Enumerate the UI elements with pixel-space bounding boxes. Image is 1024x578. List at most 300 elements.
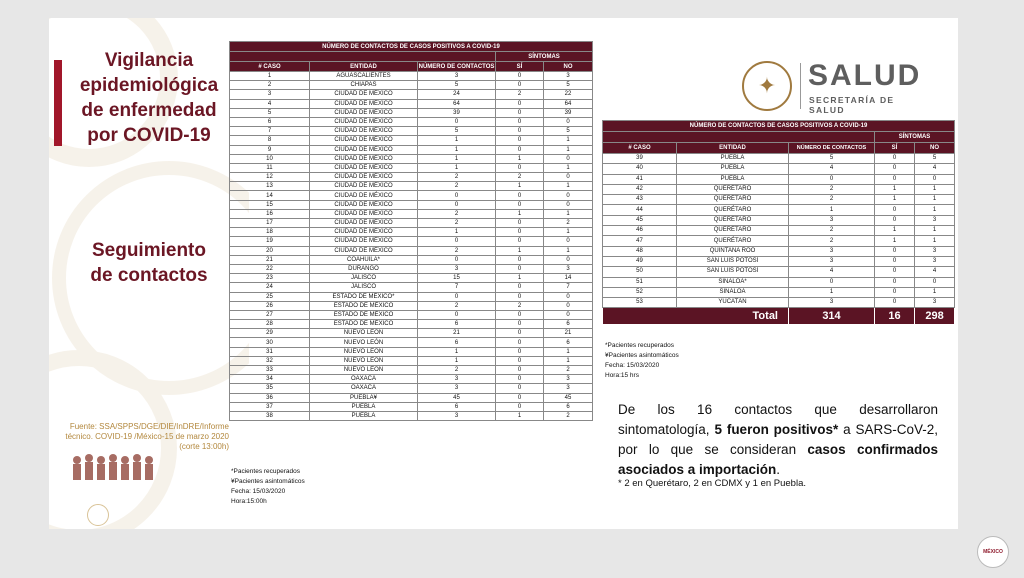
cell-caso: 52: [603, 287, 677, 297]
cell-no: 3: [544, 384, 593, 393]
cell-no: 45: [544, 393, 593, 402]
cell-contactos: 0: [789, 174, 875, 184]
cell-no: 14: [544, 274, 593, 283]
summary-text: [618, 400, 938, 480]
cell-si: 0: [875, 205, 915, 215]
cell-entidad: YUCATÁN: [677, 298, 789, 308]
badge-text: MÉXICO: [983, 549, 1003, 555]
cell-no: 6: [544, 402, 593, 411]
cell-entidad: NUEVO LEÓN: [310, 329, 418, 338]
table-row: [230, 301, 593, 310]
cell-entidad: ESTADO DE MÉXICO*: [310, 292, 418, 301]
cell-no: 0: [915, 174, 955, 184]
cell-si: 1: [496, 246, 544, 255]
cell-no: 1: [544, 136, 593, 145]
cell-no: 1: [544, 145, 593, 154]
cell-no: 5: [915, 154, 955, 164]
cell-entidad: CIUDAD DE MÉXICO: [310, 136, 418, 145]
cell-caso: 47: [603, 236, 677, 246]
cell-no: 0: [544, 237, 593, 246]
cell-si: 0: [496, 127, 544, 136]
cell-caso: 50: [603, 267, 677, 277]
cell-contactos: 15: [418, 274, 496, 283]
cell-caso: 13: [230, 182, 310, 191]
table1-notes: [231, 467, 305, 507]
cell-contactos: 5: [789, 154, 875, 164]
cell-contactos: 3: [418, 411, 496, 420]
cell-si: 2: [496, 90, 544, 99]
table-row: [230, 219, 593, 228]
cell-caso: 1: [230, 72, 310, 81]
table-row: [230, 182, 593, 191]
cell-contactos: 5: [418, 127, 496, 136]
cell-entidad: CHIAPAS: [310, 81, 418, 90]
cell-caso: 15: [230, 200, 310, 209]
cell-no: 1: [544, 182, 593, 191]
cell-no: 0: [544, 191, 593, 200]
total-no: 298: [915, 308, 955, 325]
cell-entidad: QUINTANA ROO: [677, 246, 789, 256]
cell-entidad: CIUDAD DE MÉXICO: [310, 182, 418, 191]
cell-si: 0: [875, 246, 915, 256]
cell-caso: 28: [230, 320, 310, 329]
cell-no: 3: [915, 298, 955, 308]
table-row: [230, 173, 593, 182]
subtitle-line: de contactos: [90, 265, 208, 286]
cell-caso: 2: [230, 81, 310, 90]
cell-contactos: 3: [418, 72, 496, 81]
cell-caso: 26: [230, 301, 310, 310]
cell-no: 0: [544, 200, 593, 209]
cell-entidad: NUEVO LEÓN: [310, 356, 418, 365]
cell-si: 1: [875, 184, 915, 194]
cell-si: 0: [875, 256, 915, 266]
table-row: [230, 393, 593, 402]
cell-entidad: CIUDAD DE MÉXICO: [310, 209, 418, 218]
cell-caso: 45: [603, 215, 677, 225]
table-row: [603, 236, 955, 246]
table-row: [603, 277, 955, 287]
cell-entidad: QUERÉTARO: [677, 215, 789, 225]
cell-contactos: 45: [418, 393, 496, 402]
cell-caso: 31: [230, 347, 310, 356]
mexico-badge: [977, 536, 1009, 568]
cell-caso: 23: [230, 274, 310, 283]
cell-entidad: JALISCO: [310, 283, 418, 292]
cell-no: 1: [544, 228, 593, 237]
cell-entidad: CIUDAD DE MÉXICO: [310, 145, 418, 154]
table-row: [603, 154, 955, 164]
cell-contactos: 21: [418, 329, 496, 338]
table-row: [230, 127, 593, 136]
table-row: [230, 99, 593, 108]
cell-contactos: 24: [418, 90, 496, 99]
table-row: [230, 264, 593, 273]
table-row: [230, 375, 593, 384]
cell-entidad: NUEVO LEÓN: [310, 347, 418, 356]
cell-no: 6: [544, 320, 593, 329]
cell-entidad: SAN LUIS POTOSÍ: [677, 256, 789, 266]
summary-part: .: [776, 462, 781, 477]
cell-caso: 38: [230, 411, 310, 420]
cell-no: 1: [544, 209, 593, 218]
header-no: NO: [544, 62, 593, 72]
cell-caso: 10: [230, 154, 310, 163]
cell-caso: 4: [230, 99, 310, 108]
cell-no: 0: [915, 277, 955, 287]
cell-caso: 30: [230, 338, 310, 347]
cell-contactos: 2: [418, 173, 496, 182]
table-row: [603, 226, 955, 236]
cell-entidad: PUEBLA: [310, 402, 418, 411]
cell-entidad: QUERÉTARO: [677, 184, 789, 194]
table-row: [230, 356, 593, 365]
table-row: [230, 310, 593, 319]
cell-entidad: AGUASCALIENTES: [310, 72, 418, 81]
cell-no: 3: [544, 264, 593, 273]
table-row: [230, 274, 593, 283]
cell-entidad: CIUDAD DE MÉXICO: [310, 219, 418, 228]
title-line: de enfermedad: [81, 100, 217, 121]
cell-contactos: 64: [418, 99, 496, 108]
cell-caso: 17: [230, 219, 310, 228]
source-line: Fuente: SSA/SPPS/DGE/DIE/InDRE/Informe: [69, 422, 229, 431]
cell-si: 0: [875, 164, 915, 174]
cell-caso: 3: [230, 90, 310, 99]
table-row: [603, 215, 955, 225]
cell-si: 0: [496, 329, 544, 338]
table-caption: NÚMERO DE CONTACTOS DE CASOS POSITIVOS A COVID-19: [603, 121, 955, 132]
note-line: *Pacientes recuperados: [231, 468, 301, 475]
cell-entidad: QUERÉTARO: [677, 226, 789, 236]
cell-caso: 27: [230, 310, 310, 319]
cell-si: 0: [496, 108, 544, 117]
cell-si: 0: [875, 287, 915, 297]
cell-si: 0: [496, 356, 544, 365]
cell-no: 3: [915, 256, 955, 266]
cell-entidad: QUERÉTARO: [677, 205, 789, 215]
cell-si: 1: [496, 411, 544, 420]
cell-si: 1: [496, 209, 544, 218]
cell-contactos: 1: [789, 205, 875, 215]
cell-entidad: DURANGO: [310, 264, 418, 273]
cell-caso: 36: [230, 393, 310, 402]
cell-contactos: 3: [418, 375, 496, 384]
cell-si: 0: [496, 117, 544, 126]
cell-contactos: 4: [789, 164, 875, 174]
table-row: [230, 246, 593, 255]
table-row: [230, 320, 593, 329]
total-row: [603, 308, 955, 325]
cell-contactos: 1: [418, 347, 496, 356]
cell-contactos: 2: [418, 246, 496, 255]
seal-icon: [87, 504, 109, 526]
cell-caso: 19: [230, 237, 310, 246]
cell-no: 0: [544, 154, 593, 163]
note-line: ¥Pacientes asintomáticos: [231, 478, 305, 485]
cell-contactos: 3: [418, 264, 496, 273]
cell-contactos: 0: [418, 255, 496, 264]
cell-si: 0: [875, 174, 915, 184]
cell-contactos: 1: [418, 228, 496, 237]
cell-no: 0: [544, 301, 593, 310]
cell-caso: 51: [603, 277, 677, 287]
cell-contactos: 0: [418, 310, 496, 319]
cell-contactos: 5: [418, 81, 496, 90]
cell-caso: 53: [603, 298, 677, 308]
eagle-seal-icon: ✦: [742, 61, 792, 111]
source-note: [57, 422, 229, 452]
cell-entidad: PUEBLA: [677, 174, 789, 184]
table-row: [230, 292, 593, 301]
summary-bold: casos confirmados asociados a importación: [618, 442, 938, 477]
cell-contactos: 0: [418, 200, 496, 209]
cell-contactos: 1: [418, 154, 496, 163]
cell-si: 0: [496, 81, 544, 90]
cell-si: 1: [875, 195, 915, 205]
table-row: [230, 81, 593, 90]
cell-entidad: OAXACA: [310, 384, 418, 393]
table-row: [603, 164, 955, 174]
cell-no: 0: [544, 255, 593, 264]
cell-entidad: CIUDAD DE MÉXICO: [310, 163, 418, 172]
cell-no: 3: [915, 246, 955, 256]
cell-no: 39: [544, 108, 593, 117]
cell-caso: 43: [603, 195, 677, 205]
cell-si: 0: [496, 237, 544, 246]
cell-contactos: 2: [418, 301, 496, 310]
header-sintomas: SÍNTOMAS: [496, 52, 593, 62]
cell-entidad: NUEVO LEÓN: [310, 366, 418, 375]
cell-entidad: COAHUILA*: [310, 255, 418, 264]
section-subtitle: [69, 238, 229, 288]
table-row: [230, 209, 593, 218]
cell-caso: 8: [230, 136, 310, 145]
cell-si: 0: [496, 219, 544, 228]
title-line: Vigilancia: [104, 50, 194, 71]
cell-caso: 24: [230, 283, 310, 292]
cell-caso: 11: [230, 163, 310, 172]
cell-entidad: CIUDAD DE MÉXICO: [310, 99, 418, 108]
title-accent-bar: [54, 60, 62, 146]
cell-caso: 35: [230, 384, 310, 393]
table-row: [230, 338, 593, 347]
cell-entidad: CIUDAD DE MÉXICO: [310, 173, 418, 182]
salud-logo: [742, 59, 932, 117]
table-row: [603, 256, 955, 266]
cell-si: 0: [496, 145, 544, 154]
cell-contactos: 6: [418, 338, 496, 347]
cell-contactos: 4: [789, 267, 875, 277]
logo-divider: [800, 63, 801, 109]
cell-no: 1: [915, 205, 955, 215]
cell-si: 0: [496, 292, 544, 301]
cell-no: 4: [915, 267, 955, 277]
cell-contactos: 3: [789, 246, 875, 256]
cell-si: 0: [496, 99, 544, 108]
cell-si: 0: [496, 347, 544, 356]
cell-contactos: 0: [418, 292, 496, 301]
header-contactos: NÚMERO DE CONTACTOS: [789, 143, 875, 154]
logo-sub-text: SECRETARÍA DE SALUD: [809, 95, 895, 115]
cell-no: 3: [915, 215, 955, 225]
cell-contactos: 1: [418, 356, 496, 365]
cell-contactos: 0: [789, 277, 875, 287]
cell-no: 3: [544, 72, 593, 81]
cell-caso: 14: [230, 191, 310, 200]
cell-entidad: SINALOA*: [677, 277, 789, 287]
table-row: [230, 163, 593, 172]
cell-si: 0: [875, 267, 915, 277]
cell-contactos: 3: [789, 298, 875, 308]
cell-contactos: 2: [418, 209, 496, 218]
cell-si: 0: [875, 215, 915, 225]
table-row: [230, 108, 593, 117]
cell-si: 0: [496, 191, 544, 200]
cell-entidad: CIUDAD DE MÉXICO: [310, 228, 418, 237]
header-blank: [230, 52, 496, 62]
cell-no: 1: [915, 226, 955, 236]
cell-contactos: 1: [418, 136, 496, 145]
cell-contactos: 7: [418, 283, 496, 292]
cell-contactos: 1: [789, 287, 875, 297]
cell-entidad: CIUDAD DE MÉXICO: [310, 117, 418, 126]
cell-si: 0: [496, 375, 544, 384]
summary-part: De los 16 contactos que desarrollaron sintomatología,: [618, 402, 938, 437]
note-line: Hora:15 hrs: [605, 372, 639, 379]
cell-no: 2: [544, 411, 593, 420]
cell-no: 5: [544, 81, 593, 90]
table-row: [603, 205, 955, 215]
cell-si: 0: [496, 163, 544, 172]
cell-si: 0: [496, 402, 544, 411]
cell-entidad: NUEVO LEÓN: [310, 338, 418, 347]
cell-no: 0: [544, 310, 593, 319]
cell-entidad: CIUDAD DE MÉXICO: [310, 90, 418, 99]
cell-entidad: CIUDAD DE MÉXICO: [310, 191, 418, 200]
cell-contactos: 6: [418, 320, 496, 329]
table-caption: NÚMERO DE CONTACTOS DE CASOS POSITIVOS A COVID-19: [230, 42, 593, 52]
cell-no: 2: [544, 366, 593, 375]
cell-si: 0: [496, 310, 544, 319]
table-row: [230, 283, 593, 292]
table-row: [603, 287, 955, 297]
table-row: [230, 384, 593, 393]
cell-no: 3: [544, 375, 593, 384]
cell-no: 1: [915, 184, 955, 194]
table-row: [230, 255, 593, 264]
cell-caso: 25: [230, 292, 310, 301]
note-line: *Pacientes recuperados: [605, 342, 675, 349]
header-si: SÍ: [496, 62, 544, 72]
cell-si: 0: [875, 277, 915, 287]
table-row: [230, 145, 593, 154]
cell-contactos: 2: [789, 226, 875, 236]
cell-no: 1: [544, 163, 593, 172]
table-row: [230, 228, 593, 237]
cell-si: 0: [496, 228, 544, 237]
cell-si: 0: [496, 255, 544, 264]
cell-entidad: PUEBLA: [677, 164, 789, 174]
total-label: Total: [603, 308, 789, 325]
cell-contactos: 2: [418, 219, 496, 228]
cell-no: 22: [544, 90, 593, 99]
note-line: Hora:15:00h: [231, 498, 267, 505]
cell-no: 5: [544, 127, 593, 136]
cell-no: 1: [915, 287, 955, 297]
cell-entidad: QUERÉTARO: [677, 236, 789, 246]
header-sintomas: SÍNTOMAS: [875, 132, 955, 143]
cell-contactos: 0: [418, 117, 496, 126]
table-row: [230, 90, 593, 99]
cell-entidad: ESTADO DE MÉXICO: [310, 310, 418, 319]
cell-si: 0: [496, 393, 544, 402]
source-line: (corte 13:00h): [179, 442, 229, 451]
cell-caso: 48: [603, 246, 677, 256]
table-row: [230, 191, 593, 200]
table-row: [603, 184, 955, 194]
total-si: 16: [875, 308, 915, 325]
cell-si: 0: [496, 366, 544, 375]
source-line: técnico. COVID-19 /México-15 de marzo 2020: [65, 432, 229, 441]
subtitle-line: Seguimiento: [91, 240, 206, 261]
cell-caso: 40: [603, 164, 677, 174]
cell-contactos: 0: [418, 191, 496, 200]
table-row: [603, 195, 955, 205]
cell-entidad: CIUDAD DE MÉXICO: [310, 108, 418, 117]
cell-si: 0: [496, 283, 544, 292]
cell-no: 1: [544, 347, 593, 356]
cell-caso: 34: [230, 375, 310, 384]
cell-caso: 21: [230, 255, 310, 264]
table-row: [230, 200, 593, 209]
header-contactos: NÚMERO DE CONTACTOS: [418, 63, 495, 70]
title-line: por COVID-19: [87, 125, 211, 146]
cell-si: 0: [496, 72, 544, 81]
cell-entidad: OAXACA: [310, 375, 418, 384]
cell-si: 1: [875, 236, 915, 246]
cell-contactos: 2: [418, 366, 496, 375]
cell-caso: 41: [603, 174, 677, 184]
cell-entidad: JALISCO: [310, 274, 418, 283]
cell-si: 0: [875, 154, 915, 164]
table-row: [230, 154, 593, 163]
cell-si: 0: [496, 320, 544, 329]
cell-contactos: 1: [418, 145, 496, 154]
cell-caso: 32: [230, 356, 310, 365]
table-row: [230, 402, 593, 411]
slide: [49, 18, 958, 529]
cell-entidad: CIUDAD DE MÉXICO: [310, 237, 418, 246]
cell-contactos: 6: [418, 402, 496, 411]
cell-caso: 6: [230, 117, 310, 126]
cell-contactos: 1: [418, 163, 496, 172]
table-row: [603, 246, 955, 256]
cell-si: 1: [875, 226, 915, 236]
cell-entidad: SINALOA: [677, 287, 789, 297]
cell-caso: 16: [230, 209, 310, 218]
cell-no: 4: [915, 164, 955, 174]
cell-caso: 20: [230, 246, 310, 255]
cell-si: 2: [496, 301, 544, 310]
table-row: [603, 267, 955, 277]
table-row: [603, 174, 955, 184]
cell-contactos: 2: [789, 236, 875, 246]
footnote: * 2 en Querétaro, 2 en CDMX y 1 en Puebla.: [618, 478, 806, 489]
header-caso: # CASO: [230, 62, 310, 72]
cell-no: 2: [544, 219, 593, 228]
cell-caso: 7: [230, 127, 310, 136]
